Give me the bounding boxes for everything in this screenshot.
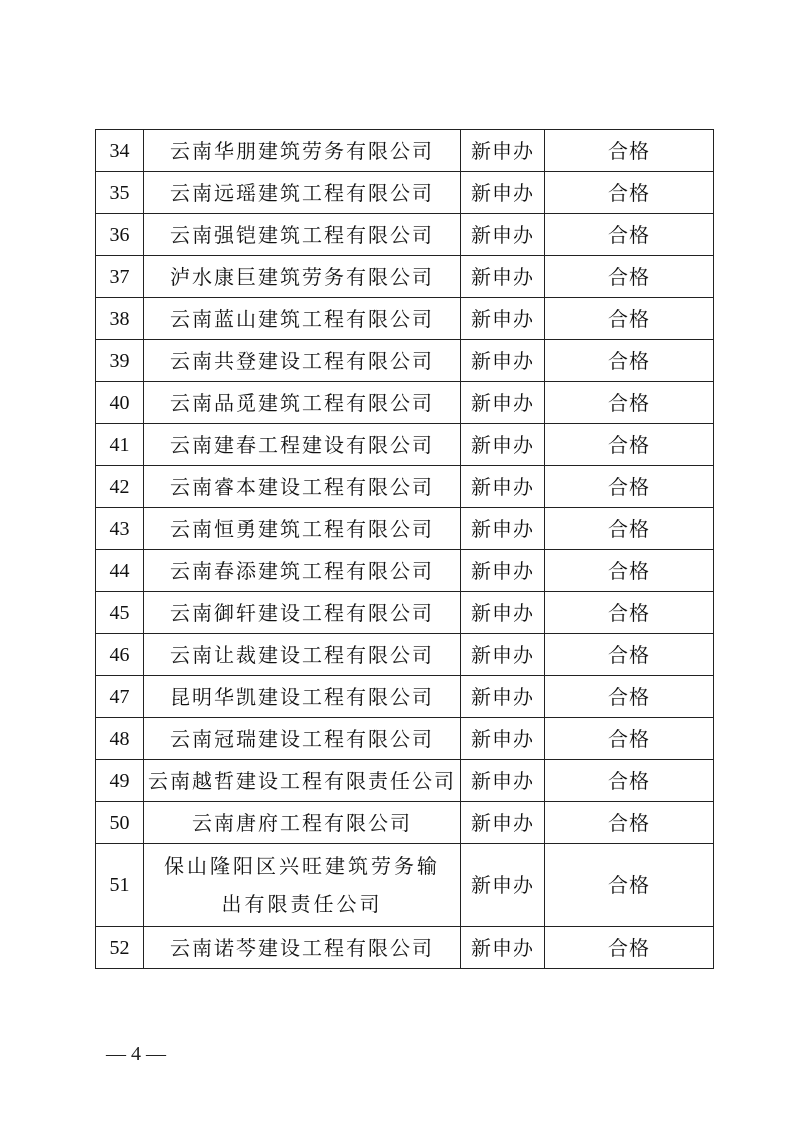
application-type: 新申办 bbox=[461, 382, 545, 424]
table-row bbox=[96, 718, 714, 760]
application-type: 新申办 bbox=[461, 760, 545, 802]
table-row bbox=[96, 550, 714, 592]
company-name: 昆明华凯建设工程有限公司 bbox=[144, 676, 461, 718]
table-row bbox=[96, 634, 714, 676]
company-name: 云南冠瑞建设工程有限公司 bbox=[144, 718, 461, 760]
application-type: 新申办 bbox=[461, 298, 545, 340]
row-number: 44 bbox=[96, 550, 144, 592]
company-name: 云南恒勇建筑工程有限公司 bbox=[144, 508, 461, 550]
row-number: 49 bbox=[96, 760, 144, 802]
application-type: 新申办 bbox=[461, 340, 545, 382]
application-type: 新申办 bbox=[461, 802, 545, 844]
table-row bbox=[96, 760, 714, 802]
row-number: 40 bbox=[96, 382, 144, 424]
table-row bbox=[96, 927, 714, 969]
table-row bbox=[96, 214, 714, 256]
company-name: 云南春添建筑工程有限公司 bbox=[144, 550, 461, 592]
review-result: 合格 bbox=[545, 382, 714, 424]
company-name: 云南让裁建设工程有限公司 bbox=[144, 634, 461, 676]
company-name: 云南唐府工程有限公司 bbox=[144, 802, 461, 844]
review-result: 合格 bbox=[545, 550, 714, 592]
company-name: 云南蓝山建筑工程有限公司 bbox=[144, 298, 461, 340]
review-result: 合格 bbox=[545, 676, 714, 718]
review-result: 合格 bbox=[545, 592, 714, 634]
application-type: 新申办 bbox=[461, 676, 545, 718]
table-row bbox=[96, 424, 714, 466]
company-name: 云南强铠建筑工程有限公司 bbox=[144, 214, 461, 256]
row-number: 47 bbox=[96, 676, 144, 718]
review-result: 合格 bbox=[545, 130, 714, 172]
review-result: 合格 bbox=[545, 718, 714, 760]
row-number: 51 bbox=[96, 844, 144, 927]
table-row bbox=[96, 382, 714, 424]
company-name: 云南共登建设工程有限公司 bbox=[144, 340, 461, 382]
application-type: 新申办 bbox=[461, 927, 545, 969]
row-number: 38 bbox=[96, 298, 144, 340]
table-row bbox=[96, 130, 714, 172]
review-result: 合格 bbox=[545, 424, 714, 466]
company-name: 保山隆阳区兴旺建筑劳务输出有限责任公司 bbox=[144, 844, 461, 927]
row-number: 35 bbox=[96, 172, 144, 214]
application-type: 新申办 bbox=[461, 130, 545, 172]
application-type: 新申办 bbox=[461, 508, 545, 550]
table-row bbox=[96, 802, 714, 844]
company-name: 云南诺芩建设工程有限公司 bbox=[144, 927, 461, 969]
row-number: 42 bbox=[96, 466, 144, 508]
review-result: 合格 bbox=[545, 927, 714, 969]
review-result: 合格 bbox=[545, 298, 714, 340]
table-row bbox=[96, 256, 714, 298]
review-result: 合格 bbox=[545, 340, 714, 382]
row-number: 36 bbox=[96, 214, 144, 256]
table-row bbox=[96, 508, 714, 550]
application-type: 新申办 bbox=[461, 592, 545, 634]
row-number: 41 bbox=[96, 424, 144, 466]
qualification-table bbox=[95, 129, 714, 969]
row-number: 50 bbox=[96, 802, 144, 844]
review-result: 合格 bbox=[545, 844, 714, 927]
review-result: 合格 bbox=[545, 760, 714, 802]
company-name: 云南华朋建筑劳务有限公司 bbox=[144, 130, 461, 172]
review-result: 合格 bbox=[545, 802, 714, 844]
table-row bbox=[96, 676, 714, 718]
row-number: 52 bbox=[96, 927, 144, 969]
review-result: 合格 bbox=[545, 214, 714, 256]
application-type: 新申办 bbox=[461, 844, 545, 927]
application-type: 新申办 bbox=[461, 256, 545, 298]
row-number: 34 bbox=[96, 130, 144, 172]
application-type: 新申办 bbox=[461, 214, 545, 256]
application-type: 新申办 bbox=[461, 718, 545, 760]
review-result: 合格 bbox=[545, 508, 714, 550]
review-result: 合格 bbox=[545, 466, 714, 508]
row-number: 46 bbox=[96, 634, 144, 676]
application-type: 新申办 bbox=[461, 466, 545, 508]
application-type: 新申办 bbox=[461, 424, 545, 466]
table-row bbox=[96, 298, 714, 340]
review-result: 合格 bbox=[545, 172, 714, 214]
row-number: 48 bbox=[96, 718, 144, 760]
application-type: 新申办 bbox=[461, 550, 545, 592]
company-name: 云南远瑶建筑工程有限公司 bbox=[144, 172, 461, 214]
application-type: 新申办 bbox=[461, 634, 545, 676]
table-row bbox=[96, 844, 714, 927]
company-name: 云南品觅建筑工程有限公司 bbox=[144, 382, 461, 424]
row-number: 37 bbox=[96, 256, 144, 298]
table-body bbox=[96, 130, 714, 969]
review-result: 合格 bbox=[545, 634, 714, 676]
row-number: 45 bbox=[96, 592, 144, 634]
page-number: — 4 — bbox=[106, 1043, 166, 1065]
row-number: 39 bbox=[96, 340, 144, 382]
application-type: 新申办 bbox=[461, 172, 545, 214]
company-name: 云南建春工程建设有限公司 bbox=[144, 424, 461, 466]
company-name: 泸水康巨建筑劳务有限公司 bbox=[144, 256, 461, 298]
review-result: 合格 bbox=[545, 256, 714, 298]
company-name: 云南越哲建设工程有限责任公司 bbox=[144, 760, 461, 802]
table-row bbox=[96, 172, 714, 214]
table-row bbox=[96, 340, 714, 382]
row-number: 43 bbox=[96, 508, 144, 550]
table-row bbox=[96, 466, 714, 508]
company-name: 云南御轩建设工程有限公司 bbox=[144, 592, 461, 634]
company-name: 云南睿本建设工程有限公司 bbox=[144, 466, 461, 508]
table-row bbox=[96, 592, 714, 634]
